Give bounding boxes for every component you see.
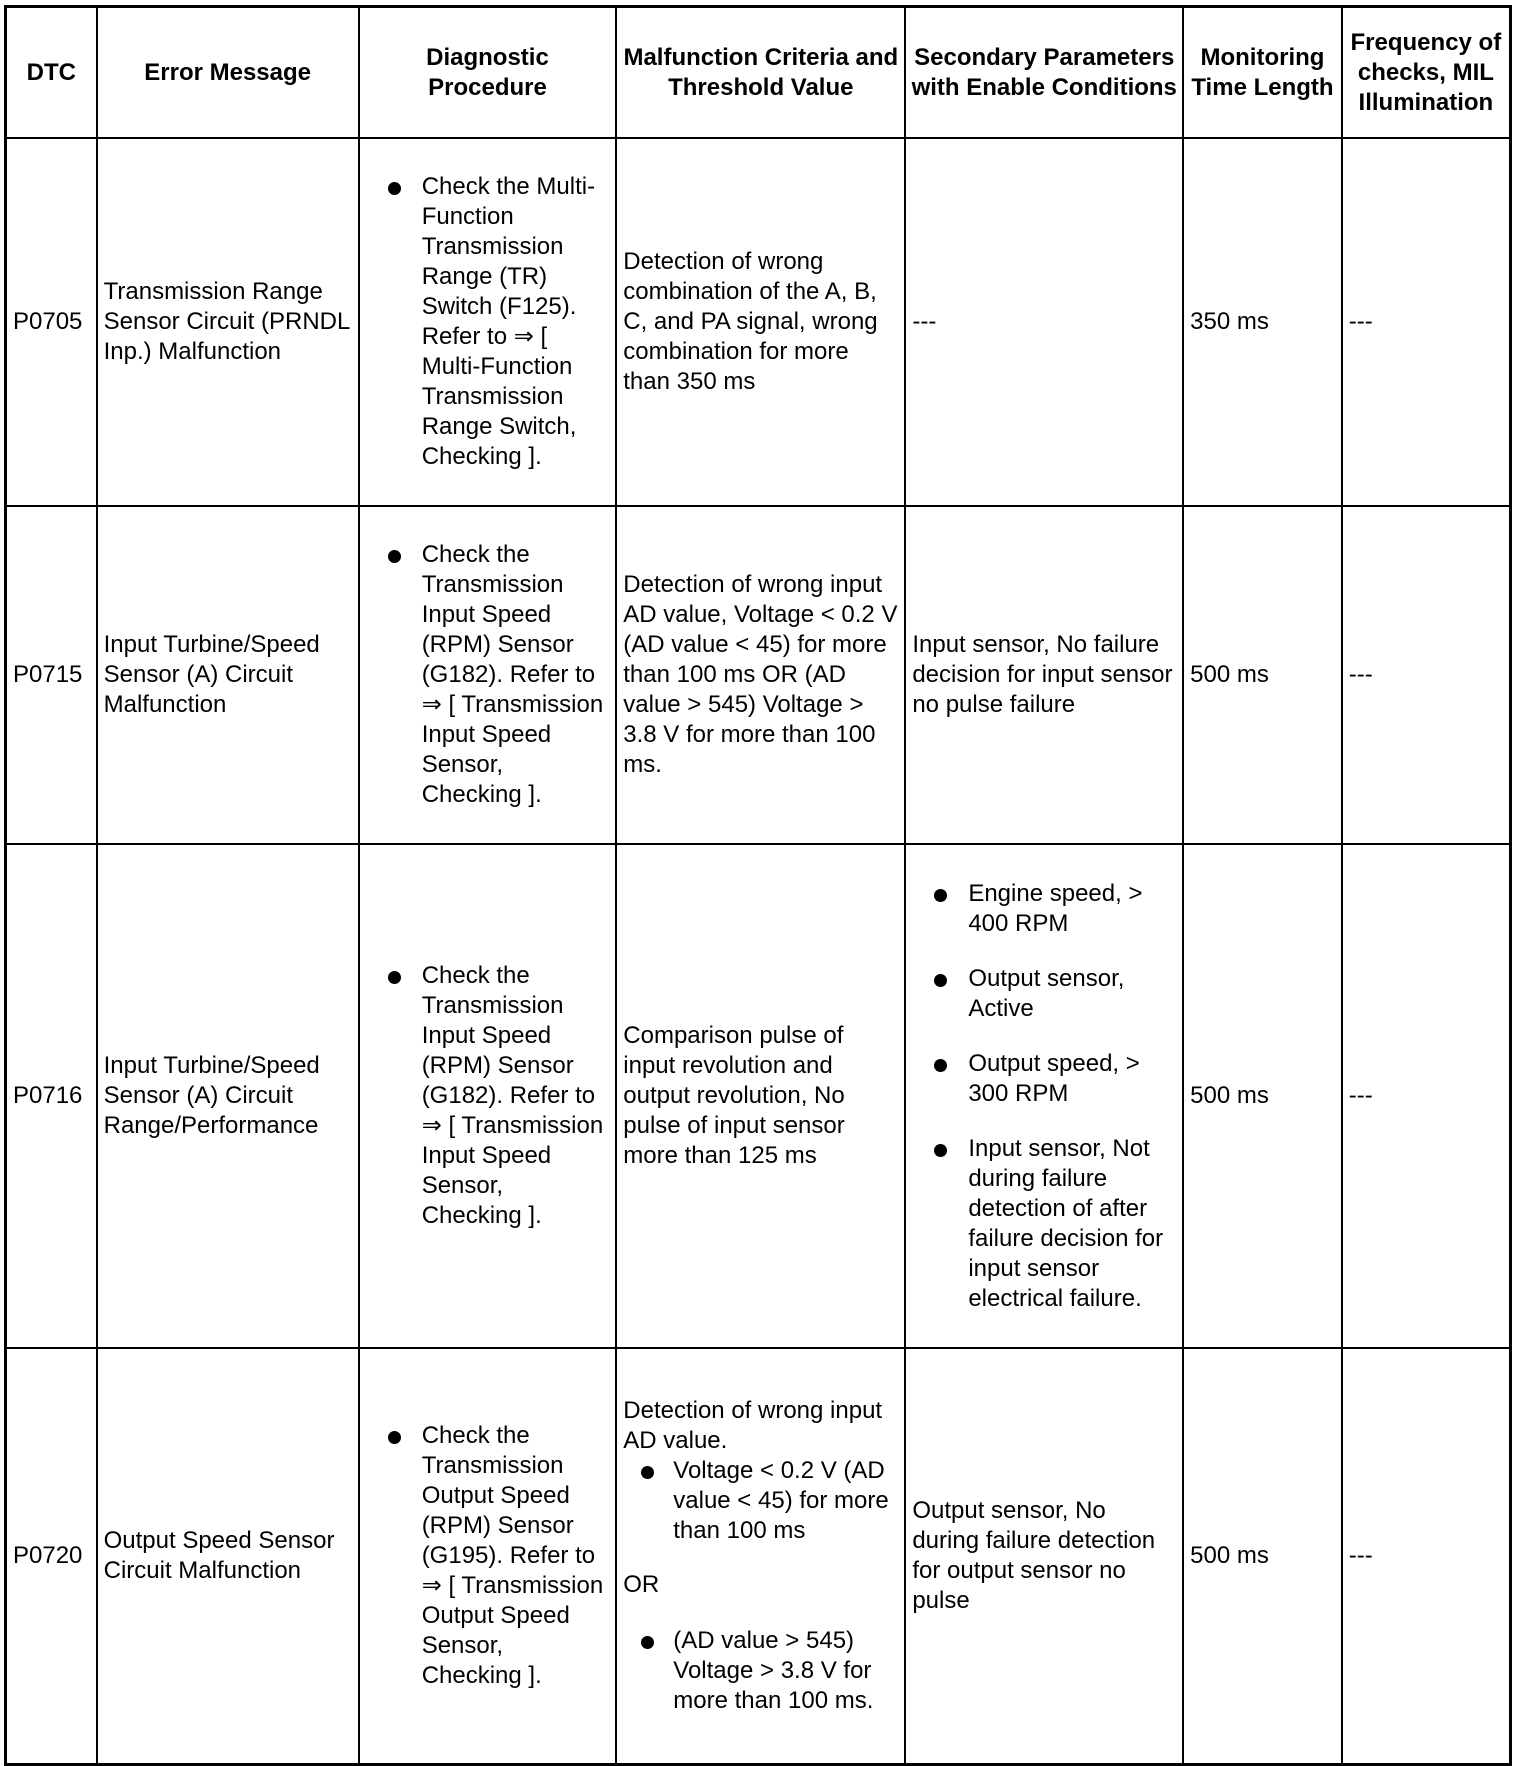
procedure-list [366,172,610,472]
procedure-item [366,961,610,1231]
table-row [6,1348,1511,1764]
criteria-intro: Detection of wrong input AD value. [623,1396,883,1454]
secondary-text: Output sensor, Active [968,964,1125,1022]
bullet-icon [934,889,947,902]
procedure-text: Check the Transmission Input Speed (RPM) Sensor (G182). Refer to ⇒ [ Transmission Input Speed Sensor, Checking ]. [421,962,604,1229]
procedure-item [366,172,610,472]
monitoring-time: 500 ms [1183,1348,1342,1764]
malfunction-criteria: Detection of wrong input AD value, Voltage < 0.2 V (AD value < 45) for more than 100 ms OR (AD value > 545) Voltage > 3.8 V for more than 100 ms. [616,506,905,844]
criteria-list [623,1456,898,1546]
secondary-parameters: --- [905,138,1183,506]
table-row [6,506,1511,844]
monitoring-time: 500 ms [1183,844,1342,1348]
criteria-item [623,1456,898,1546]
malfunction-criteria [616,1348,905,1764]
header-diagnostic-procedure: Diagnostic Procedure [359,7,617,139]
secondary-list [912,879,1176,1314]
secondary-item [912,1134,1176,1314]
procedure-list [366,1421,610,1691]
secondary-item [912,879,1176,939]
bullet-icon [934,1144,947,1157]
dtc-code: P0705 [6,138,97,506]
secondary-item [912,1049,1176,1109]
secondary-parameters: Output sensor, No during failure detection for output sensor no pulse [905,1348,1183,1764]
table-row [6,138,1511,506]
header-row [6,7,1511,139]
bullet-icon [388,971,401,984]
frequency: --- [1342,844,1511,1348]
secondary-parameters: Input sensor, No failure decision for input sensor no pulse failure [905,506,1183,844]
malfunction-criteria: Comparison pulse of input revolution and output revolution, No pulse of input sensor more than 125 ms [616,844,905,1348]
diagnostic-procedure [359,506,617,844]
procedure-text: Check the Transmission Input Speed (RPM) Sensor (G182). Refer to ⇒ [ Transmission Input Speed Sensor, Checking ]. [421,541,604,808]
secondary-text: Output speed, > 300 RPM [968,1049,1140,1107]
dtc-code: P0715 [6,506,97,844]
monitoring-time: 350 ms [1183,138,1342,506]
header-secondary-parameters: Secondary Parameters with Enable Conditions [905,7,1183,139]
header-dtc: DTC [6,7,97,139]
frequency: --- [1342,506,1511,844]
diagnostic-procedure [359,138,617,506]
frequency: --- [1342,1348,1511,1764]
error-message: Output Speed Sensor Circuit Malfunction [97,1348,359,1764]
criteria-or: OR [623,1570,660,1598]
procedure-item [366,1421,610,1691]
bullet-icon [641,1636,654,1649]
procedure-text: Check the Multi-Function Transmission Range (TR) Switch (F125). Refer to ⇒ [ Multi-Function Transmission Range Switch, Checking ]. [421,173,596,470]
secondary-text: Engine speed, > 400 RPM [968,879,1143,937]
malfunction-criteria: Detection of wrong combination of the A, B, C, and PA signal, wrong combination for more than 350 ms [616,138,905,506]
bullet-icon [388,182,401,195]
dtc-code: P0720 [6,1348,97,1764]
bullet-icon [388,550,401,563]
secondary-parameters [905,844,1183,1348]
bullet-icon [388,1431,401,1444]
diagnostic-procedure [359,844,617,1348]
criteria-item [623,1626,898,1716]
header-malfunction-criteria: Malfunction Criteria and Threshold Value [616,7,905,139]
criteria-text: (AD value > 545) Voltage > 3.8 V for more than 100 ms. [673,1626,874,1714]
error-message: Input Turbine/Speed Sensor (A) Circuit Malfunction [97,506,359,844]
header-error-message: Error Message [97,7,359,139]
header-monitoring-time: Monitoring Time Length [1183,7,1342,139]
frequency: --- [1342,138,1511,506]
diagnostic-procedure [359,1348,617,1764]
criteria-text: Voltage < 0.2 V (AD value < 45) for more than 100 ms [673,1456,889,1544]
error-message: Transmission Range Sensor Circuit (PRNDL Inp.) Malfunction [97,138,359,506]
procedure-text: Check the Transmission Output Speed (RPM) Sensor (G195). Refer to ⇒ [ Transmission Output Speed Sensor, Checking ]. [421,1421,604,1689]
dtc-table [4,5,1512,1766]
bullet-icon [934,974,947,987]
error-message: Input Turbine/Speed Sensor (A) Circuit Range/Performance [97,844,359,1348]
secondary-text: Input sensor, Not during failure detection of after failure decision for input sensor electrical failure. [968,1134,1164,1312]
procedure-list [366,540,610,810]
dtc-code: P0716 [6,844,97,1348]
bullet-icon [934,1059,947,1072]
procedure-list [366,961,610,1231]
table-row [6,844,1511,1348]
procedure-item [366,540,610,810]
criteria-list [623,1626,898,1716]
monitoring-time: 500 ms [1183,506,1342,844]
secondary-item [912,964,1176,1024]
bullet-icon [641,1466,654,1479]
header-frequency: Frequency of checks, MIL Illumination [1342,7,1511,139]
